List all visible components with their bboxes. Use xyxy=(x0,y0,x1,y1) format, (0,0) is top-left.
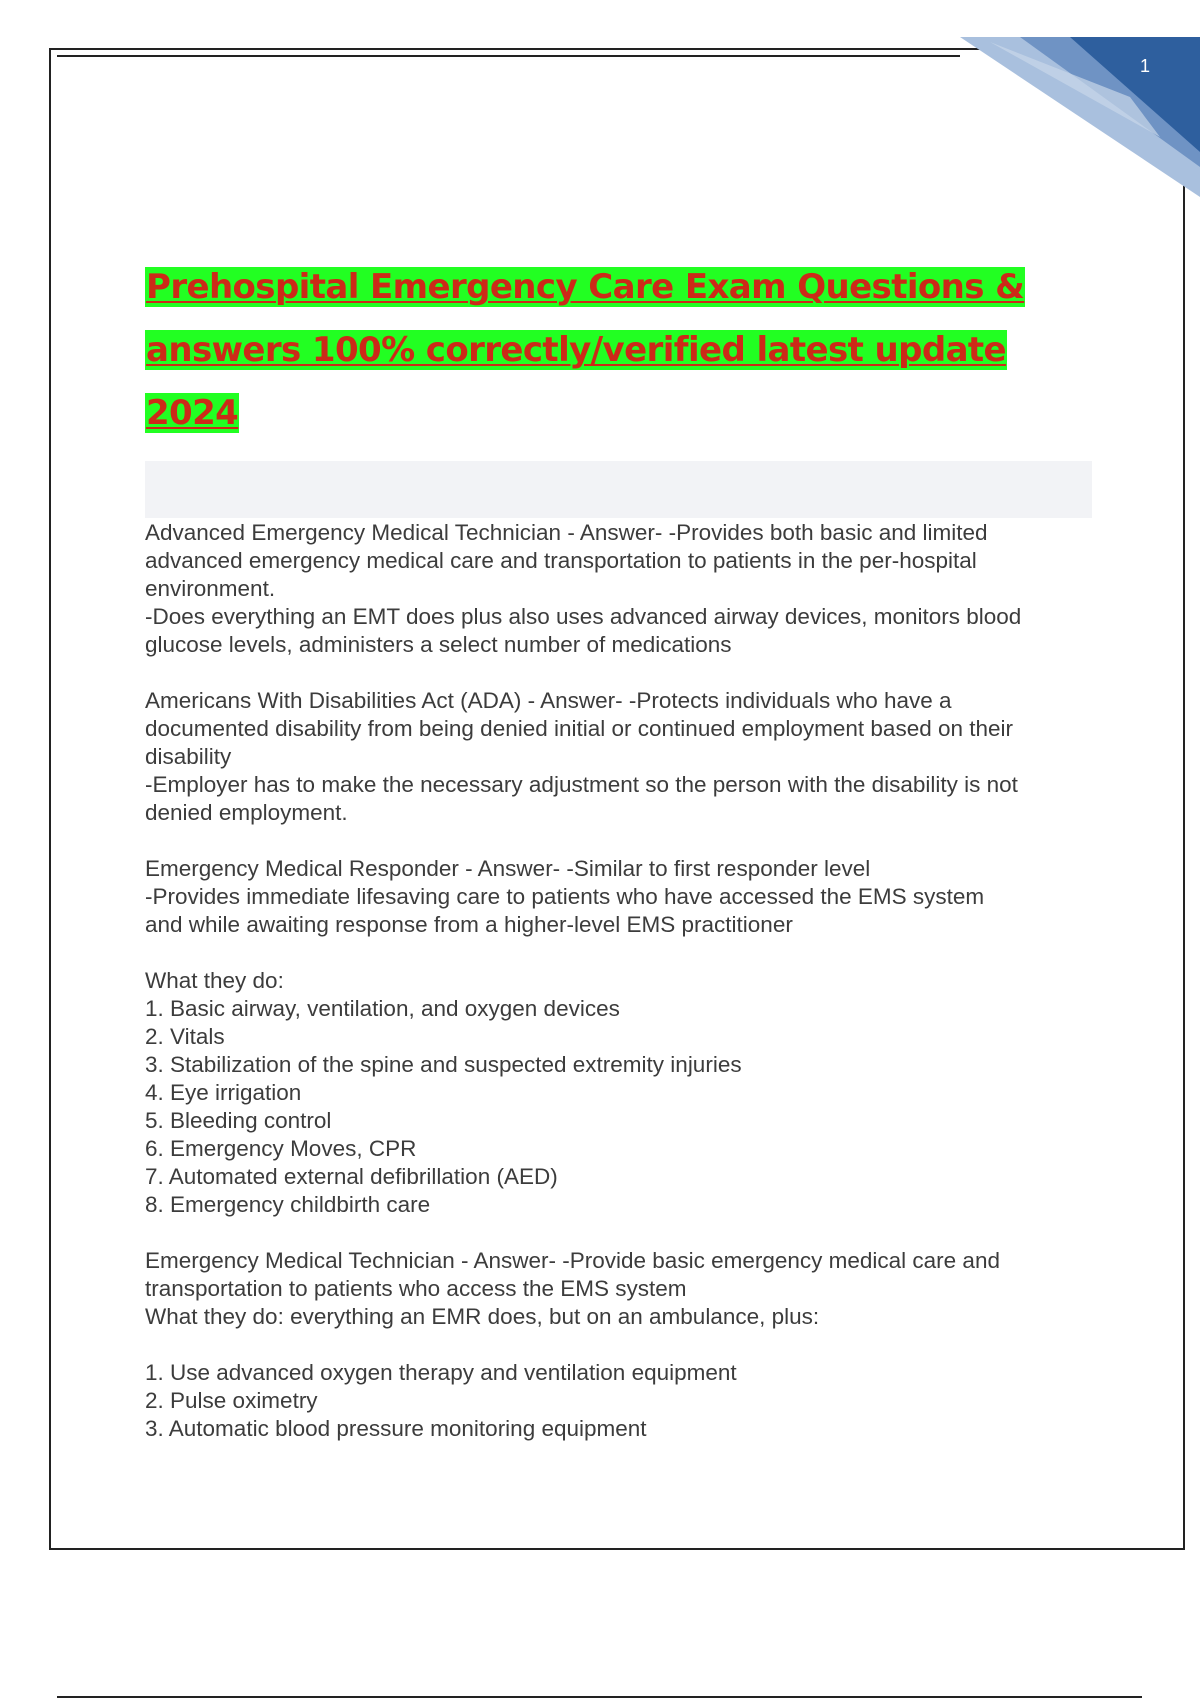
entry-line: 5. Bleeding control xyxy=(145,1108,332,1133)
entry-line: Advanced Emergency Medical Technician - Answer- -Provides both basic and limited xyxy=(145,520,988,545)
entry-line: 3. Automatic blood pressure monitoring equipment xyxy=(145,1416,647,1441)
qa-entry xyxy=(145,1359,1095,1443)
header-rule xyxy=(57,55,960,57)
title-text: Prehospital Emergency Care Exam Questions & answers 100% correctly/verified latest update 2024 xyxy=(146,267,1025,433)
entry-line: 1. Basic airway, ventilation, and oxygen devices xyxy=(145,996,620,1021)
page-number: 1 xyxy=(1140,56,1151,76)
entry-line: What they do: everything an EMR does, but on an ambulance, plus: xyxy=(145,1304,820,1329)
entry-line: 8. Emergency childbirth care xyxy=(145,1192,431,1217)
document-body xyxy=(145,519,1095,1471)
document-title xyxy=(145,256,1045,445)
qa-entry xyxy=(145,687,1095,827)
entry-line: and while awaiting response from a higher-level EMS practitioner xyxy=(145,912,793,937)
entry-line: documented disability from being denied initial or continued employment based on their xyxy=(145,716,1014,741)
entry-line: 2. Pulse oximetry xyxy=(145,1388,318,1413)
entry-line: glucose levels, administers a select number of medications xyxy=(145,632,732,657)
entry-line: -Employer has to make the necessary adjustment so the person with the disability is not xyxy=(145,772,1018,797)
entry-line: 4. Eye irrigation xyxy=(145,1080,302,1105)
qa-entry xyxy=(145,1247,1095,1331)
entry-line: disability xyxy=(145,744,232,769)
entry-line: transportation to patients who access the EMS system xyxy=(145,1276,687,1301)
shaded-band xyxy=(145,461,1092,518)
entry-line: -Does everything an EMT does plus also uses advanced airway devices, monitors blood xyxy=(145,604,1022,629)
entry-line: advanced emergency medical care and transportation to patients in the per-hospital xyxy=(145,548,977,573)
entry-line: -Provides immediate lifesaving care to patients who have accessed the EMS system xyxy=(145,884,985,909)
qa-entry xyxy=(145,967,1095,1219)
qa-entry xyxy=(145,519,1095,659)
qa-entry xyxy=(145,855,1095,939)
entry-line: 6. Emergency Moves, CPR xyxy=(145,1136,417,1161)
entry-line: Americans With Disabilities Act (ADA) - Answer- -Protects individuals who have a xyxy=(145,688,952,713)
entry-line: What they do: xyxy=(145,968,284,993)
corner-decoration xyxy=(960,37,1200,197)
entry-line: 7. Automated external defibrillation (AED) xyxy=(145,1164,558,1189)
entry-line: Emergency Medical Technician - Answer- -Provide basic emergency medical care and xyxy=(145,1248,1000,1273)
entry-line: 1. Use advanced oxygen therapy and ventilation equipment xyxy=(145,1360,737,1385)
entry-line: environment. xyxy=(145,576,276,601)
footer-rule xyxy=(57,1696,1142,1698)
entry-line: denied employment. xyxy=(145,800,348,825)
entry-line: Emergency Medical Responder - Answer- -Similar to first responder level xyxy=(145,856,871,881)
entry-line: 3. Stabilization of the spine and suspected extremity injuries xyxy=(145,1052,742,1077)
entry-line: 2. Vitals xyxy=(145,1024,225,1049)
